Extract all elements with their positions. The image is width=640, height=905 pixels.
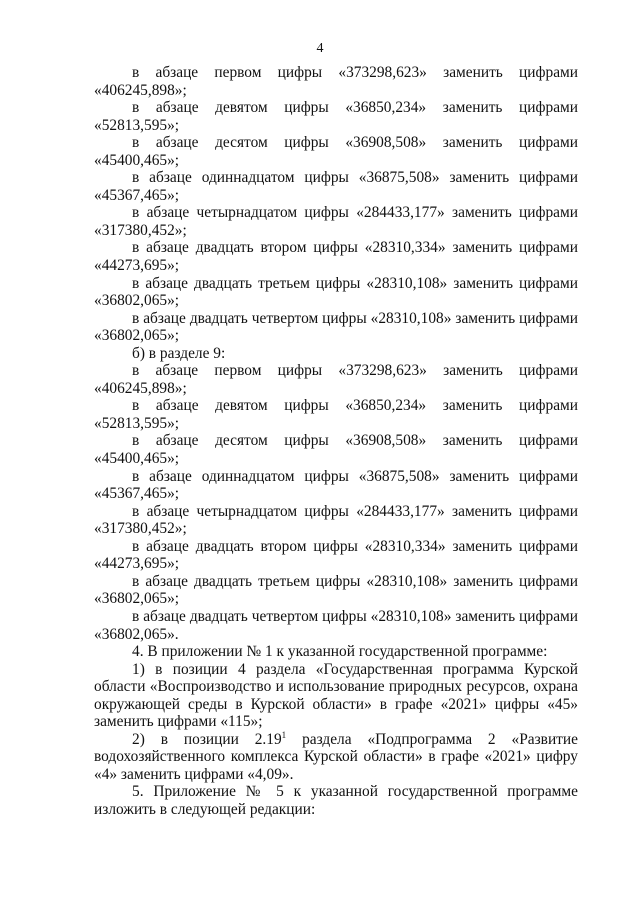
paragraph-11: в абзаце девятом цифры «36850,234» заменить цифрами «52813,595»; [94, 397, 578, 432]
paragraph-20-start: 2) в позиции 2.19 [132, 730, 282, 748]
paragraph-21: 5. Приложение № 5 к указанной государственной программе изложить в следующей редакции: [94, 783, 578, 818]
paragraph-19: 1) в позиции 4 раздела «Государственная программа Курской области «Воспроизводство и использование природных ресурсов, охрана окружающей среды в Курской области» в графе «2021» цифры «45» заменить цифрами «115»; [94, 660, 578, 731]
paragraph-20 [94, 731, 578, 784]
superscript-index: 1 [281, 729, 287, 740]
paragraph-15: в абзаце двадцать втором цифры «28310,334» заменить цифрами «44273,695»; [94, 537, 578, 573]
item-4-heading: 4. В приложении № 1 к указанной государственной программе: [132, 643, 548, 661]
paragraph-5: в абзаце четырнадцатом цифры «284433,177» заменить цифрами «317380,452»; [94, 204, 578, 239]
paragraph-16: в абзаце двадцать третьем цифры «28310,108» заменить цифрами «36802,065»; [94, 572, 578, 608]
section-9-heading: б) в разделе 9: [132, 344, 226, 362]
paragraph-3: в абзаце десятом цифры «36908,508» заменить цифрами «45400,465»; [94, 134, 578, 169]
paragraph-17: в абзаце двадцать четвертом цифры «28310,108» заменить цифрами «36802,065». [94, 607, 578, 643]
paragraph-12: в абзаце десятом цифры «36908,508» заменить цифрами «45400,465»; [94, 432, 578, 468]
paragraph-1: в абзаце первом цифры «373298,623» заменить цифрами «406245,898»; [94, 64, 578, 99]
paragraph-10: в абзаце первом цифры «373298,623» заменить цифрами «406245,898»; [94, 362, 578, 397]
paragraph-8: в абзаце двадцать четвертом цифры «28310,108» заменить цифрами «36802,065»; [94, 309, 578, 345]
paragraph-20-end: раздела «Подпрограмма 2 «Развитие водохозяйственного комплекса Курской области» в графе «2021» цифру «4» заменить цифрами «4,09». [94, 730, 578, 783]
paragraph-6: в абзаце двадцать втором цифры «28310,334» заменить цифрами «44273,695»; [94, 239, 578, 275]
paragraph-4: в абзаце одиннадцатом цифры «36875,508» заменить цифрами «45367,465»; [94, 169, 578, 204]
paragraph-2: в абзаце девятом цифры «36850,234» заменить цифрами «52813,595»; [94, 99, 578, 134]
paragraph-13: в абзаце одиннадцатом цифры «36875,508» заменить цифрами «45367,465»; [94, 467, 578, 503]
document-body [94, 64, 578, 819]
paragraph-14: в абзаце четырнадцатом цифры «284433,177» заменить цифрами «317380,452»; [94, 502, 578, 538]
paragraph-7: в абзаце двадцать третьем цифры «28310,108» заменить цифрами «36802,065»; [94, 274, 578, 310]
page-number: 4 [316, 41, 324, 56]
